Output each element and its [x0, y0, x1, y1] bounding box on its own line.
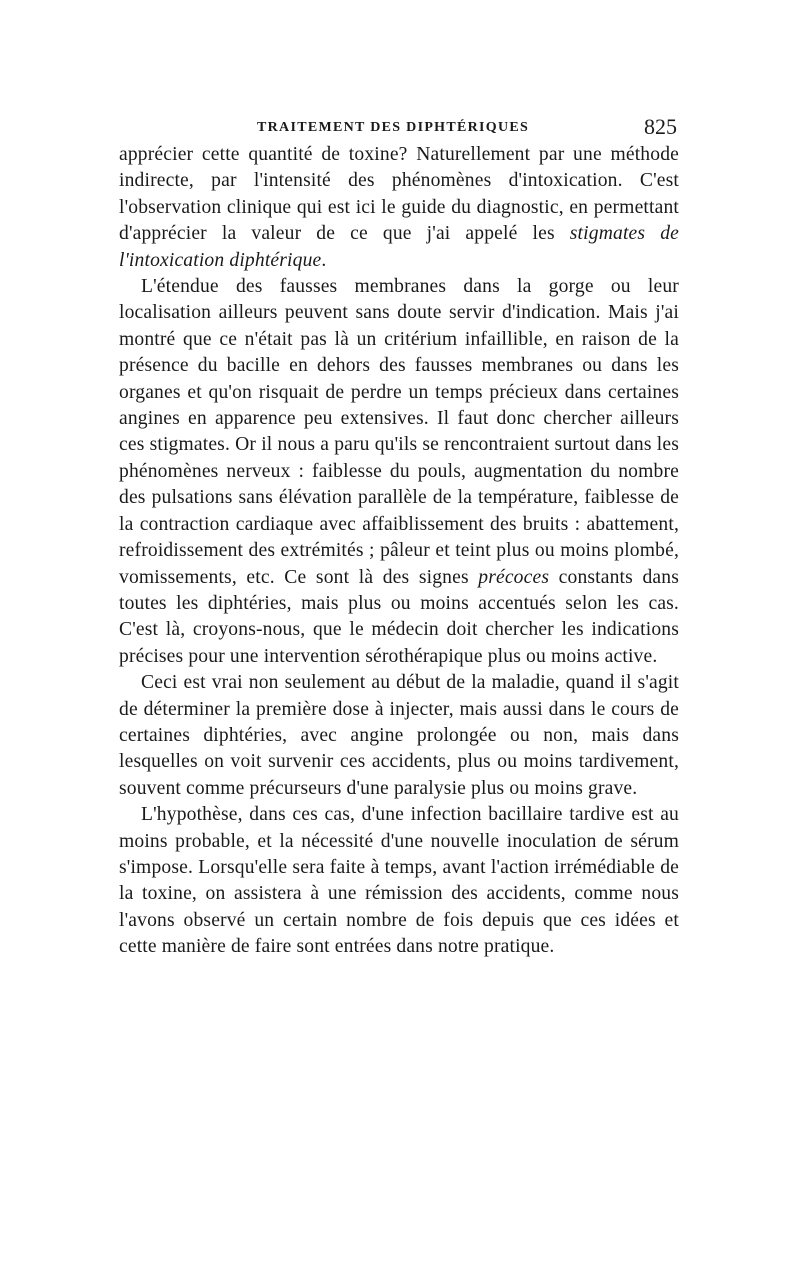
- paragraph-1-emphasis: stigmates de l'intoxication diphtérique: [119, 223, 679, 271]
- paragraph-3: [119, 670, 679, 802]
- paragraph-2-emphasis: précoces: [478, 566, 550, 588]
- running-title: TRAITEMENT DES DIPHTÉRIQUES: [257, 120, 530, 135]
- paragraph-4-text: L'hypothèse, dans ces cas, d'une infection bacillaire tardive est au moins probable, et la nécessité d'une nouvelle inoculation de sérum s'impose. Lorsqu'elle sera faite à temps, avant l'action irrémédiable de la toxine, on assistera à une rémission des accidents, comme nous l'avons observé un certain nombre de fois depuis que ces idées et cette manière de faire sont entrées dans notre pratique.: [119, 804, 679, 958]
- body-text: [119, 142, 679, 961]
- paragraph-1: [119, 142, 679, 274]
- book-page: [119, 112, 679, 961]
- paragraph-2-end: constants dans toutes les diphtéries, mais plus ou moins accentués selon les cas. C'est là, croyons-nous, que le médecin doit chercher les indications précises pour une intervention sérothérapique plus ou moins active.: [119, 566, 679, 667]
- running-head: [119, 112, 679, 142]
- paragraph-3-text: Ceci est vrai non seulement au début de la maladie, quand il s'agit de déterminer la première dose à injecter, mais aussi dans le cours de certaines diphtéries, avec angine prolongée ou non, mais dans lesquelles on voit survenir ces accidents, plus ou moins tardivement, souvent comme précurseurs d'une paralysie plus ou moins grave.: [119, 672, 679, 799]
- paragraph-4: [119, 802, 679, 960]
- paragraph-2: [119, 274, 679, 670]
- paragraph-2-text: L'étendue des fausses membranes dans la gorge ou leur localisation ailleurs peuvent sans doute servir d'indication. Mais j'ai montré que ce n'était pas là un critérium infaillible, en raison de la présence du bacille en dehors des fausses membranes ou dans les organes et qu'on risquait de perdre un temps précieux dans certaines angines en apparence peu extensives. Il faut donc chercher ailleurs ces stigmates. Or il nous a paru qu'ils se rencontraient surtout dans les phénomènes nerveux : faiblesse du pouls, augmentation du nombre des pulsations sans élévation parallèle de la température, faiblesse de la contraction cardiaque avec affaiblissement des bruits : abattement, refroidissement des extrémités ; pâleur et teint plus ou moins plombé, vomissements, etc. Ce sont là des signes: [119, 276, 679, 588]
- paragraph-1-end: .: [321, 249, 327, 271]
- paragraph-1-text: apprécier cette quantité de toxine? Naturellement par une méthode indirecte, par l'intensité des phénomènes d'intoxication. C'est l'observation clinique qui est ici le guide du diagnostic, en permettant d'apprécier la valeur de ce que j'ai appelé les: [119, 144, 679, 245]
- page-number: 825: [644, 114, 677, 139]
